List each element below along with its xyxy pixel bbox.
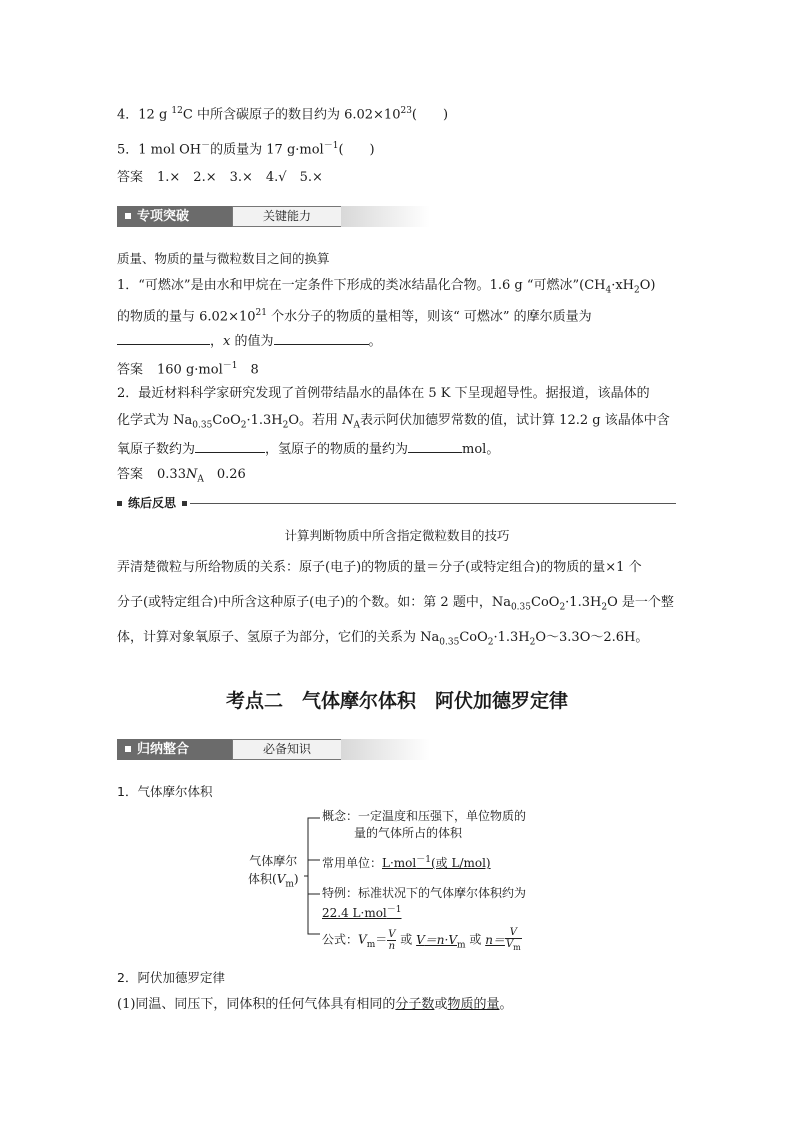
exponent: －1 [386,905,402,915]
subscript: 2 [601,602,608,613]
answer-row [117,168,323,188]
answer-row [117,465,246,490]
vm-branch-concept [322,808,526,842]
p2-text: ，氢原子的物质的量约为 [265,442,409,457]
subscript: m [366,939,376,950]
p2-text: mol。 [462,442,500,457]
divider [190,503,676,504]
vm-special-value [322,902,526,922]
p1-text-c: O) [639,278,656,293]
subscript: 2 [240,420,247,431]
tip-text: CoO [531,595,560,610]
formula-text: n＝ [485,932,505,947]
p1-text-b: 的值为 [230,334,274,349]
vm-center-label [248,852,299,893]
banner-subtitle: 关键能力 [232,206,342,227]
bullet-square-icon [182,501,187,506]
banner-title: 专项突破 [137,209,190,224]
banner-fade [341,206,430,227]
tip-text: ·1.3H [493,630,530,645]
item-1-title: 1．气体摩尔体积 [117,784,213,799]
item-2-title: 2．阿伏加德罗定律 [117,970,225,985]
fill-blank-x-value[interactable] [274,330,369,345]
answer-row [117,356,259,380]
vm-branch-unit [322,852,491,872]
formula-3 [485,927,522,952]
vm-center-line-1: 气体摩尔 [249,854,298,868]
banner-fade [341,739,430,760]
item-2-1-text-c: 。 [499,997,513,1012]
brace-bracket [304,816,320,936]
fraction [505,927,522,953]
variable-x: x [223,334,231,349]
exponent: 23 [400,106,412,116]
tip-title: 计算判断物质中所含指定微粒数目的技巧 [284,528,510,543]
item-2-1-text-b: 或 [434,997,448,1012]
q4-text-b: C 中所含碳原子的数目约为 6.02×10 [182,107,401,123]
p2-text: 氧原子数约为 [117,442,196,457]
vm-text: 体积( [248,872,277,886]
tip-line-1: 弄清楚微粒与所给物质的关系：原子(电子)的物质的量＝分子(或特定组合)的物质的量×1 个 [117,560,642,575]
answer-underlined: 物质的量 [447,997,500,1012]
vm-branch-formula [322,927,522,954]
p1-text-c: 。 [368,334,382,349]
subscript: A [353,420,361,431]
p1-text: ， [210,334,224,349]
problem-1-line-3 [117,330,382,352]
subscript: 2 [487,637,494,648]
problem-1-line-2 [117,303,592,327]
subscript: 2 [634,285,640,296]
vm-unit: L·mol [382,856,417,870]
denominator-v: V [505,939,514,950]
answer-underlined: 分子数 [395,997,435,1012]
banner-dark [117,206,232,227]
question-number: 5． [117,142,139,158]
answer-text-b: 8 [237,362,259,378]
exponent: －1 [416,855,431,865]
p1-text-b: ·xH [611,278,635,293]
q5-text-b: 的质量为 17 g·mol [210,142,324,158]
tip-text: CoO [459,630,488,645]
subscript: m [457,939,466,950]
problem-1-line-1 [117,276,656,301]
answer-blank: ( ) [411,107,449,123]
formula-2 [416,932,466,950]
vm-unit-alt: (或 L/mol) [430,856,491,870]
tip-text: ·1.3H [565,595,602,610]
vm-text: 或 [396,932,417,947]
problem-2-line-1: 2．最近材料科学家研究发现了首例带结晶水的晶体在 5 K 下呈现超导性。据报道，该晶体的 [117,386,650,401]
subscript: 2 [529,637,536,648]
subscript: m [513,943,521,952]
fill-blank-oxygen[interactable] [195,438,265,453]
fill-blank-molar-mass[interactable] [117,330,210,345]
answer-blank: ( ) [338,142,375,158]
p2-text: 化学式为 Na [117,413,193,428]
p2-text: CoO [212,413,241,428]
subscript: m [285,879,294,890]
vm-text: 或 [465,932,486,947]
bullet-square-icon [117,501,122,506]
banner-subtitle: 必备知识 [232,739,342,760]
tip-line-3 [117,628,648,653]
p1-text-b: 个水分子的物质的量相等，则该“ 可燃冰” 的摩尔质量为 [266,309,592,325]
tip-text: 体，计算对象氧原子、氢原子为部分，它们的关系为 Na [117,630,440,645]
subscript: 0.35 [510,602,531,613]
reflection-header [117,495,187,511]
vm-text: 常用单位： [322,856,383,870]
vm-value: 22.4 L·mol [322,906,387,920]
denominator [505,939,522,953]
subscript: 2 [559,602,566,613]
fill-blank-hydrogen[interactable] [408,438,462,453]
q5-text: 1 mol OH [138,142,202,158]
banner-dark [117,739,232,760]
tip-text: 分子(或特定组合)中所含这种原子(电子)的个数。如：第 2 题中，Na [117,595,511,610]
vm-special-line-1: 特例：标准状况下的气体摩尔体积约为 [322,886,527,900]
vm-branch-special [322,885,526,922]
variable-n: N [342,413,354,428]
question-5 [117,136,375,160]
denominator: n [388,940,396,952]
variable-n: N [185,467,198,482]
formula-text: ＝n·V [424,932,458,947]
reflection-label: 练后反思 [128,496,177,510]
banner-title: 归纳整合 [137,742,190,757]
answer-text: 160 g·mol [157,362,223,378]
q4-text: 12 g [138,107,172,123]
exponent: 21 [255,308,267,318]
problem-2-line-3 [117,438,499,460]
question-number: 4． [117,107,139,123]
numerator: V [505,927,522,939]
isotope-superscript: 12 [171,106,183,116]
subscript: 4 [605,285,612,296]
vm-center-line-2 [248,870,299,893]
subscript: A [197,474,204,485]
item-2-1 [117,995,512,1015]
tip-line-2 [117,593,674,618]
vm-text: ) [293,872,299,886]
p1-text: 1．“可燃冰”是由水和甲烷在一定条件下形成的类冰结晶化合物。1.6 g “可燃冰”(CH [117,278,606,293]
exponent: －1 [323,141,339,151]
variable-v: V [276,872,286,886]
answer-label: 答案 [117,467,144,482]
section-title: 质量、物质的量与微粒数目之间的换算 [117,251,330,266]
subscript: 2 [282,420,289,431]
section-banner-special [117,206,430,227]
charge-superscript: － [201,141,211,151]
variable-v: V [358,932,367,947]
vm-unit-underlined [382,856,491,870]
p1-text: 的物质的量与 6.02×10 [117,309,256,325]
answer-text: 1.× 2.× 3.× 4.√ 5.× [157,170,323,185]
topic-heading: 考点二 气体摩尔体积 阿伏加德罗定律 [225,690,568,712]
p2-text: ·1.3H [246,413,283,428]
exponent: －1 [222,361,238,371]
problem-2-line-2 [117,411,670,436]
subscript: 0.35 [192,420,213,431]
question-4 [117,101,448,125]
subscript: 0.35 [439,637,460,648]
item-2-1-text: (1)同温、同压下，同体积的任何气体具有相同的 [117,997,396,1012]
p2-text: 表示阿伏加德罗常数的值，试计算 12.2 g 该晶体中含 [360,413,670,428]
answer-label: 答案 [117,170,144,185]
p2-text: O。若用 [288,413,343,428]
variable-v: V [416,932,425,947]
tip-text: O 是一个整 [607,595,674,610]
equals: ＝ [375,932,388,947]
vm-text: 公式： [322,932,359,947]
tip-text: O～3.3O～2.6H。 [535,630,649,645]
numerator: V [388,928,396,940]
vm-concept-line-2: 量的气体所占的体积 [354,826,463,840]
answer-text-b: 0.26 [203,467,246,482]
answer-text: 0.33 [157,467,186,482]
vm-concept-line-1: 概念：一定温度和压强下，单位物质的 [322,809,527,823]
answer-label: 答案 [117,362,144,378]
section-banner-summary [117,739,430,760]
